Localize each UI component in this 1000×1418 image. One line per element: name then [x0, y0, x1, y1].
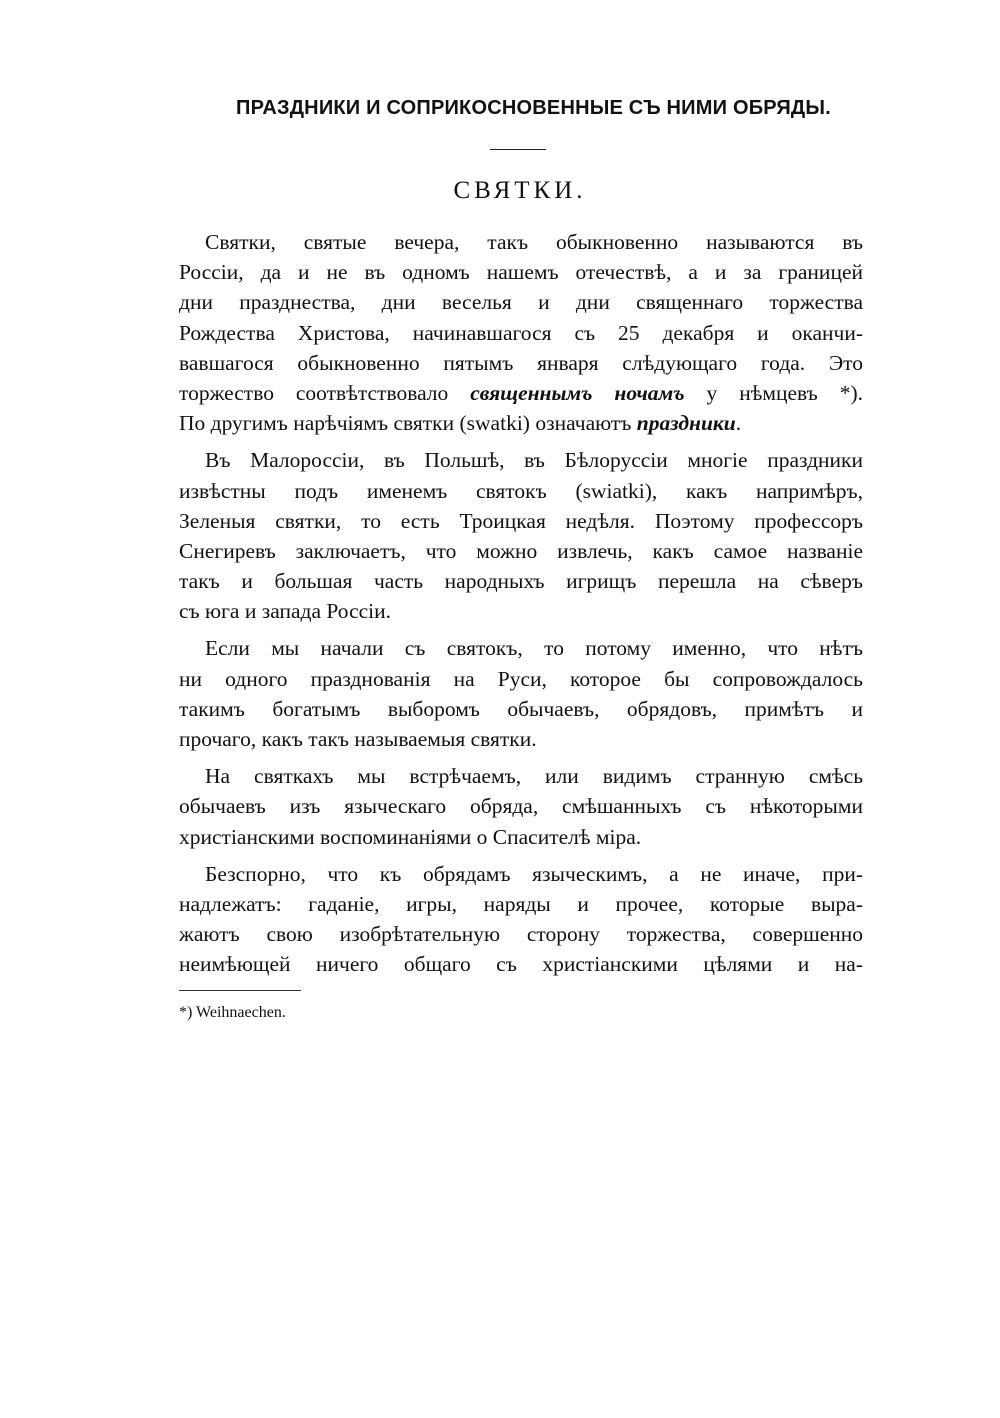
text-line: надлежатъ: гаданіе, игры, наряды и прочее, которые выра- [179, 891, 863, 916]
title-divider [490, 149, 546, 150]
text-line: христіанскими воспоминаніями о Спасителѣ міра. [179, 824, 642, 849]
text-line: прочаго, какъ такъ называемыя святки. [179, 727, 537, 751]
section-title: ПРАЗДНИКИ И СОПРИКОСНОВЕННЫЕ СЪ НИМИ ОБРЯДЫ. [236, 97, 831, 119]
text-line: Россіи, да и не въ одномъ нашемъ отечествѣ, а и за границей [179, 260, 863, 285]
text-line: Въ Малороссіи, въ Польшѣ, въ Бѣлоруссіи многіе праздники [205, 448, 863, 473]
paragraph-4 [179, 761, 863, 852]
chapter-title: СВЯТКИ. [453, 177, 587, 204]
text-line: Зеленыя святки, то есть Троицкая недѣля. Поэтому профессоръ [179, 508, 863, 533]
text-line: Безспорно, что къ обрядамъ языческимъ, а не иначе, при- [205, 861, 863, 886]
text-line: Если мы начали съ святокъ, то потому именно, что нѣтъ [205, 636, 863, 661]
text-line: такимъ богатымъ выборомъ обычаевъ, обрядовъ, примѣтъ и [179, 696, 863, 721]
text-line: На святкахъ мы встрѣчаемъ, или видимъ странную смѣсь [205, 764, 863, 789]
text-run: торжество соотвѣтствовало [179, 380, 471, 405]
footnote: *) Weihnaechen. [179, 1004, 286, 1021]
text-line: неимѣющей ничего общаго съ христіанскими цѣлями и на- [179, 952, 863, 977]
footnote-divider [179, 990, 301, 991]
text-line: жаютъ свою изобрѣтательную сторону торжества, совершенно [179, 922, 863, 947]
text-run: у нѣмцевъ *). [684, 380, 863, 405]
text-line: обычаевъ изъ языческаго обряда, смѣшанныхъ съ нѣкоторыми [179, 794, 863, 819]
paragraph-3 [179, 633, 863, 754]
text-line: Рождества Христова, начинавшагося съ 25 декабря и оканчи- [179, 320, 863, 345]
text-line [179, 408, 863, 438]
text-line: извѣстны подъ именемъ святокъ (swiatki), какъ напримѣръ, [179, 478, 863, 503]
text-line: вавшагося обыкновенно пятымъ января слѣдующаго года. Это [179, 350, 863, 375]
emphasized-term: праздники [636, 411, 736, 436]
text-line: ни одного празднованія на Руси, которое бы сопровождалось [179, 666, 863, 691]
emphasized-term: священнымъ ночамъ [470, 380, 685, 405]
text-line: Святки, святые вечера, такъ обыкновенно называются въ [205, 230, 863, 254]
text-line [179, 378, 863, 408]
text-line: дни празднества, дни веселья и дни священнаго торжества [179, 290, 863, 315]
paragraph-2 [179, 445, 863, 626]
text-line: съ юга и запада Россіи. [179, 599, 392, 624]
text-line: Снегиревъ заключаетъ, что можно извлечь, какъ самое названіе [179, 538, 863, 563]
paragraph-1 [179, 227, 863, 438]
paragraph-5 [179, 859, 863, 980]
text-run: По другимъ нарѣчіямъ святки (swatki) означаютъ [179, 411, 637, 436]
text-line: такъ и большая часть народныхъ игрищъ перешла на сѣверъ [179, 569, 863, 594]
body-text [179, 227, 863, 987]
text-run: . [735, 411, 742, 436]
